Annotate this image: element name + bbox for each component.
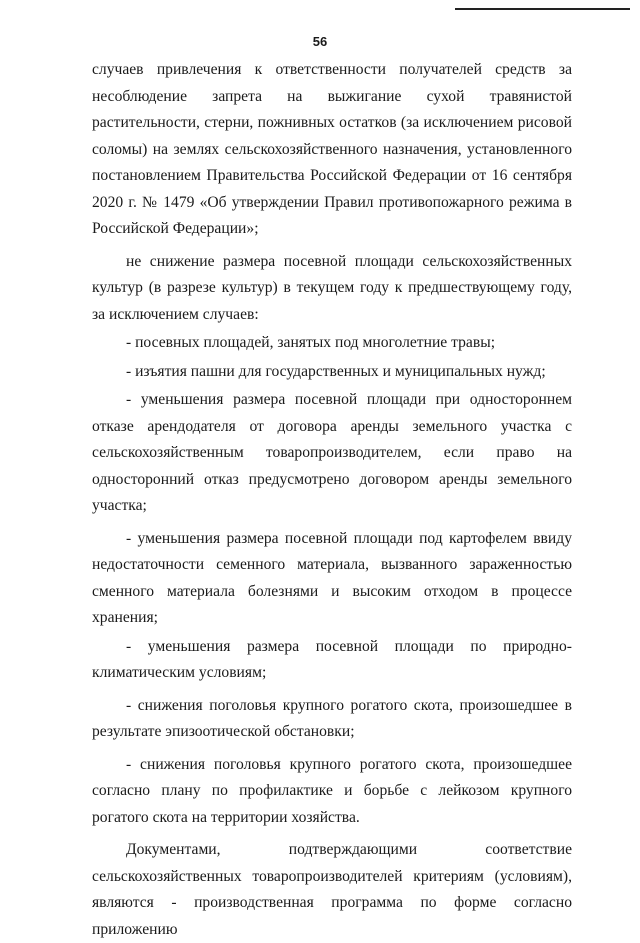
list-item-land-withdrawal: - изъятия пашни для государственных и муниципальных нужд; (126, 362, 546, 380)
list-item-perennial-grasses: - посевных площадей, занятых под многолетние травы; (126, 334, 496, 351)
list-item-epizootic: - снижения поголовья крупного рогатого скота, произошедшее в результате эпизоотической обстановки; (92, 696, 572, 740)
top-border-line (455, 8, 630, 10)
page-number: 56 (312, 34, 328, 49)
list-item-lease-termination: - уменьшения размера посевной площади при одностороннем отказе арендодателя от договора аренды земельного участка с сельскохозяйственным товаропроизводителем, если право на односторонний отказ предусмотрено договором аренды земельного участка; (92, 391, 572, 514)
document-body (92, 57, 572, 943)
paragraph-liability: случаев привлечения к ответственности получателей средств за несоблюдение запрета на выжигание сухой травянистой растительности, стерни, пожнивных остатков (за исключением рисовой соломы) на землях сельскохозяйственного назначения, установленного постановлением Правительства Российской Федерации от 16 сентября 2020 г. № 1479 «Об утверждении Правил противопожарного режима в Российской Федерации»; (92, 61, 572, 237)
paragraph-documents: Документами, подтверждающими соответствие сельскохозяйственных товаропроизводителей критериям (условиям), являются - производственная программа по форме согласно приложению (92, 841, 572, 938)
paragraph-sown-area: не снижение размера посевной площади сельскохозяйственных культур (в разрезе культур) в текущем году к предшествующему году, за исключением случаев: (92, 252, 572, 323)
list-item-climate: - уменьшения размера посевной площади по природно-климатическим условиям; (92, 637, 572, 681)
list-item-leukosis: - снижения поголовья крупного рогатого скота, произошедшее согласно плану по профилактике и борьбе с лейкозом крупного рогатого скота на территории хозяйства. (92, 755, 572, 826)
list-item-seed-shortage: - уменьшения размера посевной площади под картофелем ввиду недостаточности семенного материала, вызванного зараженностью сменного материала болезнями и высоким отходом в процессе хранения; (92, 529, 572, 626)
